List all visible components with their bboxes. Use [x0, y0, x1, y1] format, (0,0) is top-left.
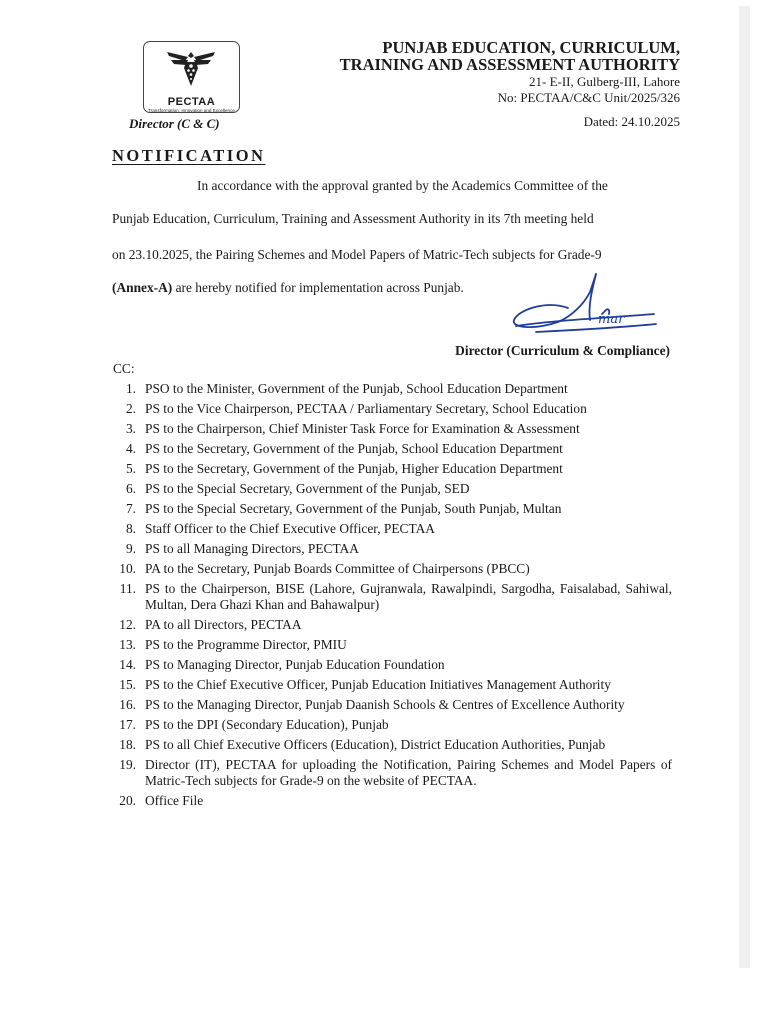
body-line-2: Punjab Education, Curriculum, Training and Assessment Authority in its 7th meeting held — [112, 211, 594, 226]
org-name-line1: PUNJAB EDUCATION, CURRICULUM, — [382, 38, 680, 57]
logo-tagline: Transformation, Innovation and Excellence — [148, 108, 235, 113]
cc-item — [112, 541, 672, 557]
cc-list — [112, 381, 672, 809]
cc-item — [112, 381, 672, 397]
cc-item-number: 13. — [119, 637, 136, 652]
body-line-1: In accordance with the approval granted by the Academics Committee of the — [197, 178, 608, 193]
cc-item-number: 4. — [125, 441, 136, 456]
logo-name: PECTAA — [167, 96, 216, 108]
cc-item-text: PS to the Managing Director, Punjab Daanish Schools & Centres of Excellence Authority — [145, 697, 625, 712]
cc-item-text: PS to all Chief Executive Officers (Education), District Education Authorities, Punjab — [145, 737, 606, 752]
cc-item — [112, 637, 672, 653]
body-line-4 — [112, 280, 464, 296]
cc-item-number: 11. — [119, 581, 136, 596]
cc-item — [112, 441, 672, 457]
cc-item — [112, 561, 672, 577]
cc-item — [112, 793, 672, 809]
cc-item-text: PS to the Special Secretary, Government of the Punjab, South Punjab, Multan — [145, 501, 562, 516]
cc-item-text: Staff Officer to the Chief Executive Officer, PECTAA — [145, 521, 435, 536]
cc-item-number: 3. — [125, 421, 136, 436]
cc-item-number: 18. — [119, 737, 136, 752]
cc-item-text: PA to the Secretary, Punjab Boards Committee of Chairpersons (PBCC) — [145, 561, 530, 576]
cc-item — [112, 461, 672, 477]
pectaa-logo — [143, 41, 240, 113]
cc-item-number: 19. — [119, 757, 136, 772]
org-name-line2: TRAINING AND ASSESSMENT AUTHORITY — [339, 55, 680, 74]
cc-item-number: 7. — [125, 501, 136, 516]
cc-item-number: 2. — [125, 401, 136, 416]
cc-item-number: 15. — [119, 677, 136, 692]
cc-item — [112, 501, 672, 517]
reference-number: No: PECTAA/C&C Unit/2025/326 — [497, 90, 680, 105]
signatory-title: Director (Curriculum & Compliance) — [455, 343, 670, 358]
cc-item-text: PS to the Chairperson, Chief Minister Task Force for Examination & Assessment — [145, 421, 580, 436]
cc-item-number: 1. — [125, 381, 136, 396]
cc-item-text: PS to the Vice Chairperson, PECTAA / Parliamentary Secretary, School Education — [145, 401, 587, 416]
cc-item — [112, 757, 672, 789]
cc-item-number: 16. — [119, 697, 136, 712]
org-address: 21- E-II, Gulberg-III, Lahore — [529, 74, 680, 89]
body-line-4-text: are hereby notified for implementation across Punjab. — [172, 280, 464, 295]
cc-item-number: 5. — [125, 461, 136, 476]
cc-item-number: 17. — [119, 717, 136, 732]
cc-item — [112, 481, 672, 497]
cc-item-number: 20. — [119, 793, 136, 808]
cc-item — [112, 581, 672, 613]
cc-item-text: PS to the Special Secretary, Government of the Punjab, SED — [145, 481, 470, 496]
cc-item-text: PS to the Chief Executive Officer, Punjab Education Initiatives Management Authority — [145, 677, 611, 692]
cc-item-number: 12. — [119, 617, 136, 632]
cc-item-text: Director (IT), PECTAA for uploading the Notification, Pairing Schemes and Model Papers of Matric-Tech subjects for Grade-9 on the website of PECTAA. — [145, 757, 672, 788]
cc-item — [112, 401, 672, 417]
cc-item-text: PS to the Chairperson, BISE (Lahore, Gujranwala, Rawalpindi, Sargodha, Faisalabad, Sahiwal, Multan, Dera Ghazi Khan and Bahawalpur) — [145, 581, 672, 612]
eagle-emblem-icon — [165, 46, 217, 96]
cc-item — [112, 421, 672, 437]
cc-item-text: PS to the Programme Director, PMIU — [145, 637, 347, 652]
cc-item-number: 6. — [125, 481, 136, 496]
cc-item-text: Office File — [145, 793, 204, 808]
cc-item — [112, 617, 672, 633]
annex-reference: (Annex-A) — [112, 280, 173, 295]
notification-heading: NOTIFICATION — [112, 146, 266, 165]
cc-item-text: PS to Managing Director, Punjab Education Foundation — [145, 657, 445, 672]
cc-item-number: 14. — [119, 657, 136, 672]
cc-item-text: PA to all Directors, PECTAA — [145, 617, 302, 632]
cc-item-text: PS to the Secretary, Government of the Punjab, School Education Department — [145, 441, 563, 456]
cc-item — [112, 521, 672, 537]
cc-item-number: 10. — [119, 561, 136, 576]
cc-item-text: PS to the Secretary, Government of the Punjab, Higher Education Department — [145, 461, 563, 476]
cc-item-text: PS to all Managing Directors, PECTAA — [145, 541, 359, 556]
logo-caption: Director (C & C) — [129, 116, 220, 131]
signature-scrawl: mar — [598, 312, 625, 327]
page-edge-strip — [739, 6, 750, 968]
cc-item — [112, 697, 672, 713]
cc-item — [112, 717, 672, 733]
cc-item — [112, 657, 672, 673]
cc-item-text: PS to the DPI (Secondary Education), Punjab — [145, 717, 389, 732]
cc-item-number: 8. — [125, 521, 136, 536]
cc-item — [112, 677, 672, 693]
cc-item-number: 9. — [125, 541, 136, 556]
cc-item — [112, 737, 672, 753]
cc-item-text: PSO to the Minister, Government of the Punjab, School Education Department — [145, 381, 568, 396]
body-line-3: on 23.10.2025, the Pairing Schemes and Model Papers of Matric-Tech subjects for Grade-9 — [112, 247, 602, 262]
cc-label: CC: — [113, 361, 135, 376]
signature — [506, 270, 666, 342]
notification-date: Dated: 24.10.2025 — [583, 114, 680, 129]
